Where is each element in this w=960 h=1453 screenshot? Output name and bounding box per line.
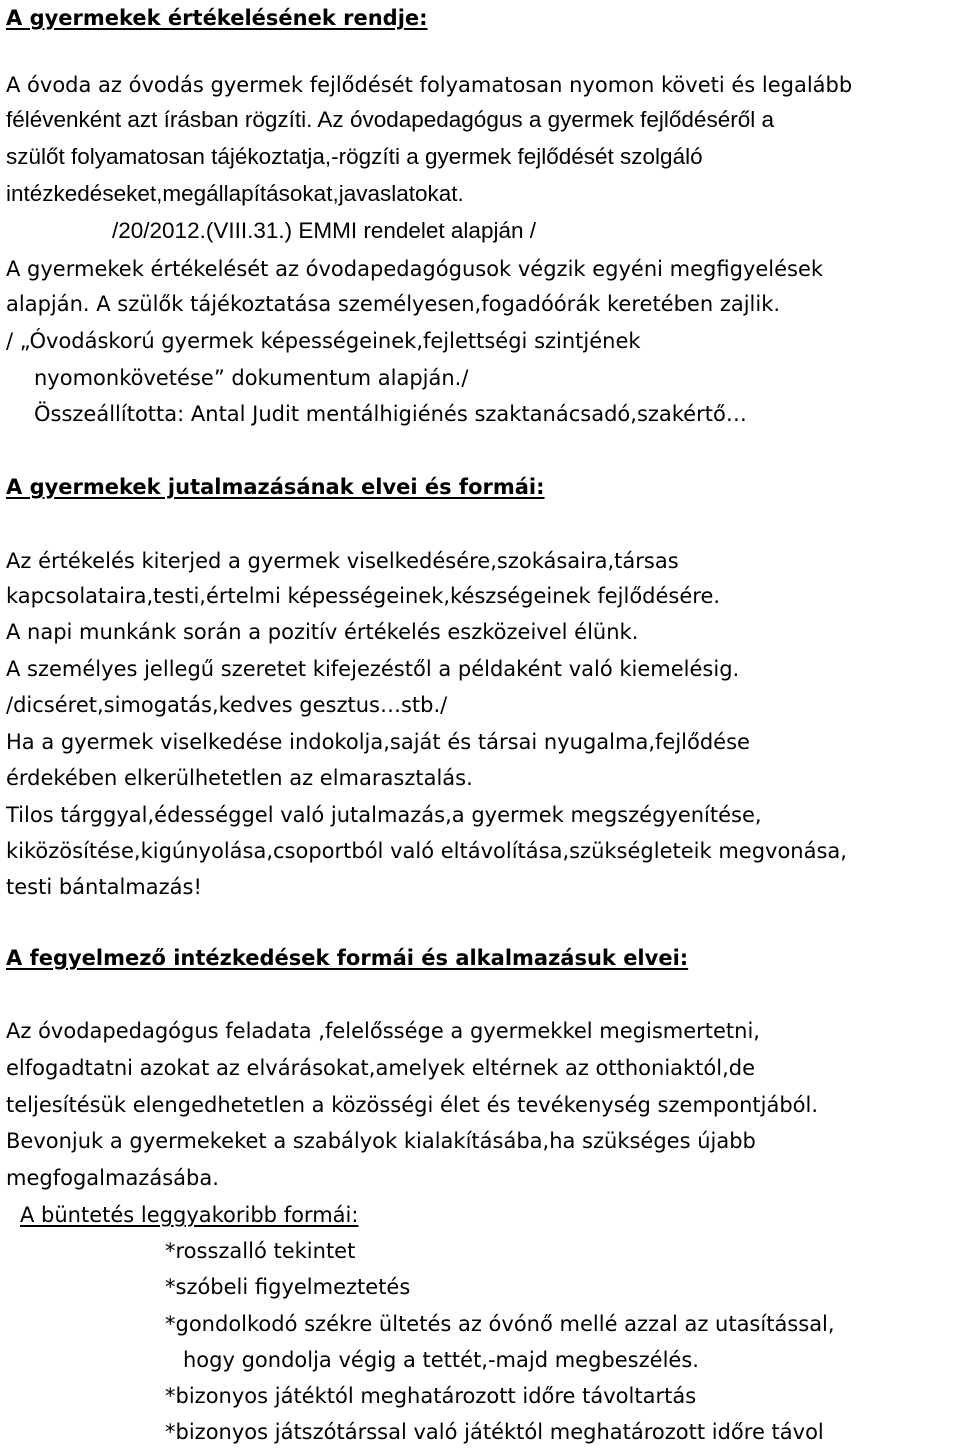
paragraph-line: elfogadtatni azokat az elvárásokat,amelyek eltérnek az otthoniaktól,de — [6, 1056, 756, 1080]
paragraph-line: teljesítésük elengedhetetlen a közösségi élet és tevékenység szempontjából. — [6, 1093, 819, 1117]
section-heading-rewards: A gyermekek jutalmazásának elvei és formái: — [6, 475, 545, 499]
punishment-forms-subheading: A büntetés leggyakoribb formái: — [20, 1203, 359, 1227]
section-heading-evaluation: A gyermekek értékelésének rendje: — [6, 6, 428, 30]
paragraph-line: A napi munkánk során a pozitív értékelés eszközeivel élünk. — [6, 620, 639, 644]
paragraph-line: megfogalmazásába. — [6, 1166, 219, 1190]
list-item: *rosszalló tekintet — [165, 1239, 356, 1263]
paragraph-line: testi bántalmazás! — [6, 875, 202, 899]
paragraph-line: Ha a gyermek viselkedése indokolja,saját és társai nyugalma,fejlődése — [6, 730, 750, 754]
paragraph-line: kapcsolataira,testi,értelmi képességeinek,készségeinek fejlődésére. — [6, 584, 721, 608]
paragraph-line: félévenként azt írásban rögzíti. Az óvodapedagógus a gyermek fejlődéséről a — [6, 107, 774, 132]
paragraph-line: A óvoda az óvodás gyermek fejlődését folyamatosan nyomon követi és legalább — [6, 73, 853, 97]
paragraph-line: érdekében elkerülhetetlen az elmarasztalás. — [6, 766, 473, 790]
author-credit: Összeállította: Antal Judit mentálhigiénés szaktanácsadó,szakértő… — [34, 402, 747, 426]
paragraph-line: nyomonkövetése” dokumentum alapján./ — [34, 366, 469, 390]
paragraph-line: A gyermekek értékelését az óvodapedagógusok végzik egyéni megfigyelések — [6, 257, 824, 281]
list-item: *gondolkodó székre ültetés az óvónő mellé azzal az utasítással, — [165, 1312, 835, 1336]
paragraph-line: Az óvodapedagógus feladata ,felelőssége a gyermekkel megismertetni, — [6, 1019, 760, 1043]
section-heading-discipline: A fegyelmező intézkedések formái és alkalmazásuk elvei: — [6, 946, 689, 970]
paragraph-line: A személyes jellegű szeretet kifejezéstől a példaként való kiemelésig. — [6, 657, 740, 681]
paragraph-line: Bevonjuk a gyermekeket a szabályok kialakításába,ha szükséges újabb — [6, 1129, 756, 1153]
regulation-reference: /20/2012.(VIII.31.) EMMI rendelet alapján / — [112, 218, 536, 243]
paragraph-line: alapján. A szülők tájékoztatása személyesen,fogadóórák keretében zajlik. — [6, 292, 781, 316]
paragraph-line: szülőt folyamatosan tájékoztatja,-rögzíti a gyermek fejlődését szolgáló — [6, 144, 703, 169]
list-item-continuation: hogy gondolja végig a tettét,-majd megbeszélés. — [183, 1348, 699, 1372]
paragraph-line: kiközösítése,kigúnyolása,csoportból való eltávolítása,szükségleteik megvonása, — [6, 839, 847, 863]
list-item: *szóbeli figyelmeztetés — [165, 1275, 411, 1299]
paragraph-line: /dicséret,simogatás,kedves gesztus…stb./ — [6, 693, 448, 717]
list-item: *bizonyos játéktól meghatározott időre távoltartás — [165, 1384, 697, 1408]
paragraph-line: Tilos tárggyal,édességgel való jutalmazás,a gyermek megszégyenítése, — [6, 803, 762, 827]
list-item: *bizonyos játszótárssal való játéktól meghatározott időre távol — [165, 1420, 824, 1444]
paragraph-line: / „Óvodáskorú gyermek képességeinek,fejlettségi szintjének — [6, 329, 641, 353]
paragraph-line: Az értékelés kiterjed a gyermek viselkedésére,szokásaira,társas — [6, 549, 679, 573]
paragraph-line: intézkedéseket,megállapításokat,javaslatokat. — [6, 181, 464, 206]
